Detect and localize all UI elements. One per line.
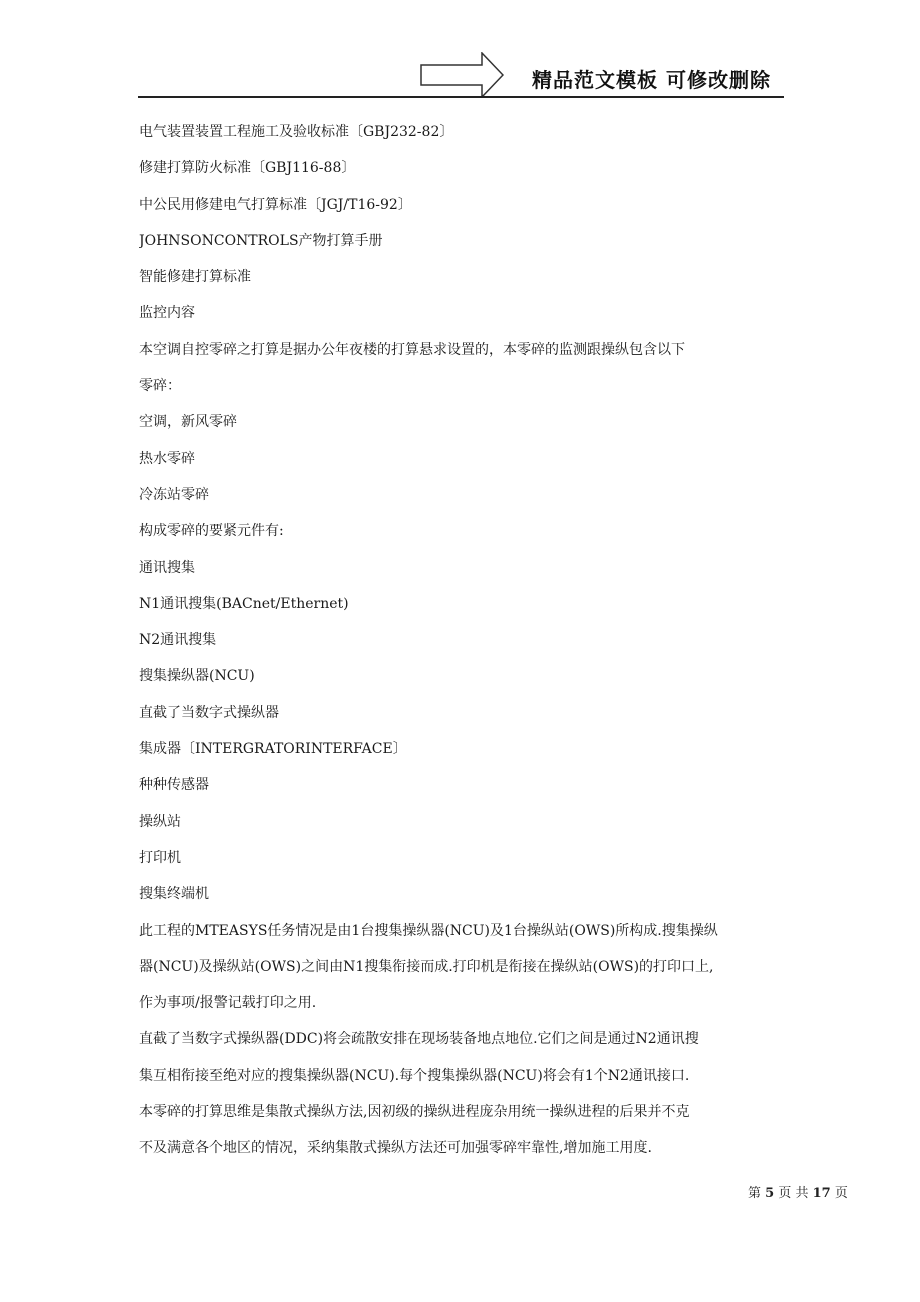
text-line: 搜集终端机 [139, 886, 209, 903]
arrow-right-icon [420, 52, 504, 98]
text-line: 直截了当数字式操纵器 [139, 704, 279, 721]
text-line: 器(NCU)及操纵站(OWS)之间由N1搜集衔接而成.打印机是衔接在操纵站(OWS)的打印口上, [139, 958, 714, 975]
page-header [0, 0, 920, 100]
page-footer [748, 1182, 848, 1201]
text-line: 构成零碎的要紧元件有: [139, 523, 284, 540]
text-line: 智能修建打算标准 [139, 269, 251, 286]
header-title: 精品范文模板 可修改删除 [532, 68, 771, 92]
text-line: 中公民用修建电气打算标准〔JGJ/T16-92〕 [139, 196, 412, 213]
footer-prefix: 第 [748, 1186, 762, 1201]
text-line: 修建打算防火标准〔GBJ116-88〕 [139, 160, 356, 177]
text-line: 通讯搜集 [139, 559, 195, 576]
total-page-count: 17 [812, 1186, 831, 1201]
text-line: 零碎： [139, 378, 181, 395]
section-heading: 监控内容 [139, 305, 195, 322]
text-line: 打印机 [139, 849, 181, 866]
footer-suffix: 页 [834, 1186, 848, 1201]
text-line: 集互相衔接至绝对应的搜集操纵器(NCU).每个搜集操纵器(NCU)将会有1个N2通讯接口. [139, 1067, 690, 1084]
text-line: N1通讯搜集(BACnet/Ethernet) [139, 595, 349, 612]
text-line: 集成器〔INTERGRATORINTERFACE〕 [139, 741, 407, 758]
text-line: 空调，新风零碎 [139, 414, 237, 431]
text-line: 种种传感器 [139, 777, 209, 794]
document-body [139, 114, 789, 1167]
text-line: 电气装置装置工程施工及验收标准〔GBJ232-82〕 [139, 124, 454, 140]
text-line: 热水零碎 [139, 450, 195, 467]
text-line: JOHNSONCONTROLS产物打算手册 [139, 232, 383, 249]
text-line: 直截了当数字式操纵器(DDC)将会疏散安排在现场装备地点地位.它们之间是通过N2通讯搜 [139, 1031, 699, 1048]
text-line: 本零碎的打算思维是集散式操纵方法,因初级的操纵进程庞杂用统一操纵进程的后果并不克 [139, 1104, 690, 1121]
text-line: 冷冻站零碎 [139, 486, 209, 503]
text-line: 作为事项/报警记载打印之用. [139, 995, 317, 1012]
text-line: 本空调自控零碎之打算是据办公年夜楼的打算悬求设置的，本零碎的监测跟操纵包含以下 [139, 341, 685, 358]
current-page-number: 5 [765, 1186, 775, 1201]
text-line: 此工程的MTEASYS任务情况是由1台搜集操纵器(NCU)及1台操纵站(OWS)所构成.搜集操纵 [139, 922, 718, 939]
text-line: N2通讯搜集 [139, 632, 217, 649]
text-line: 操纵站 [139, 813, 181, 830]
header-divider [138, 96, 784, 98]
footer-middle: 页 共 [778, 1186, 809, 1201]
text-line: 不及满意各个地区的情况，采纳集散式操纵方法还可加强零碎牢靠性,增加施工用度. [139, 1140, 652, 1157]
text-line: 搜集操纵器(NCU) [139, 668, 255, 685]
